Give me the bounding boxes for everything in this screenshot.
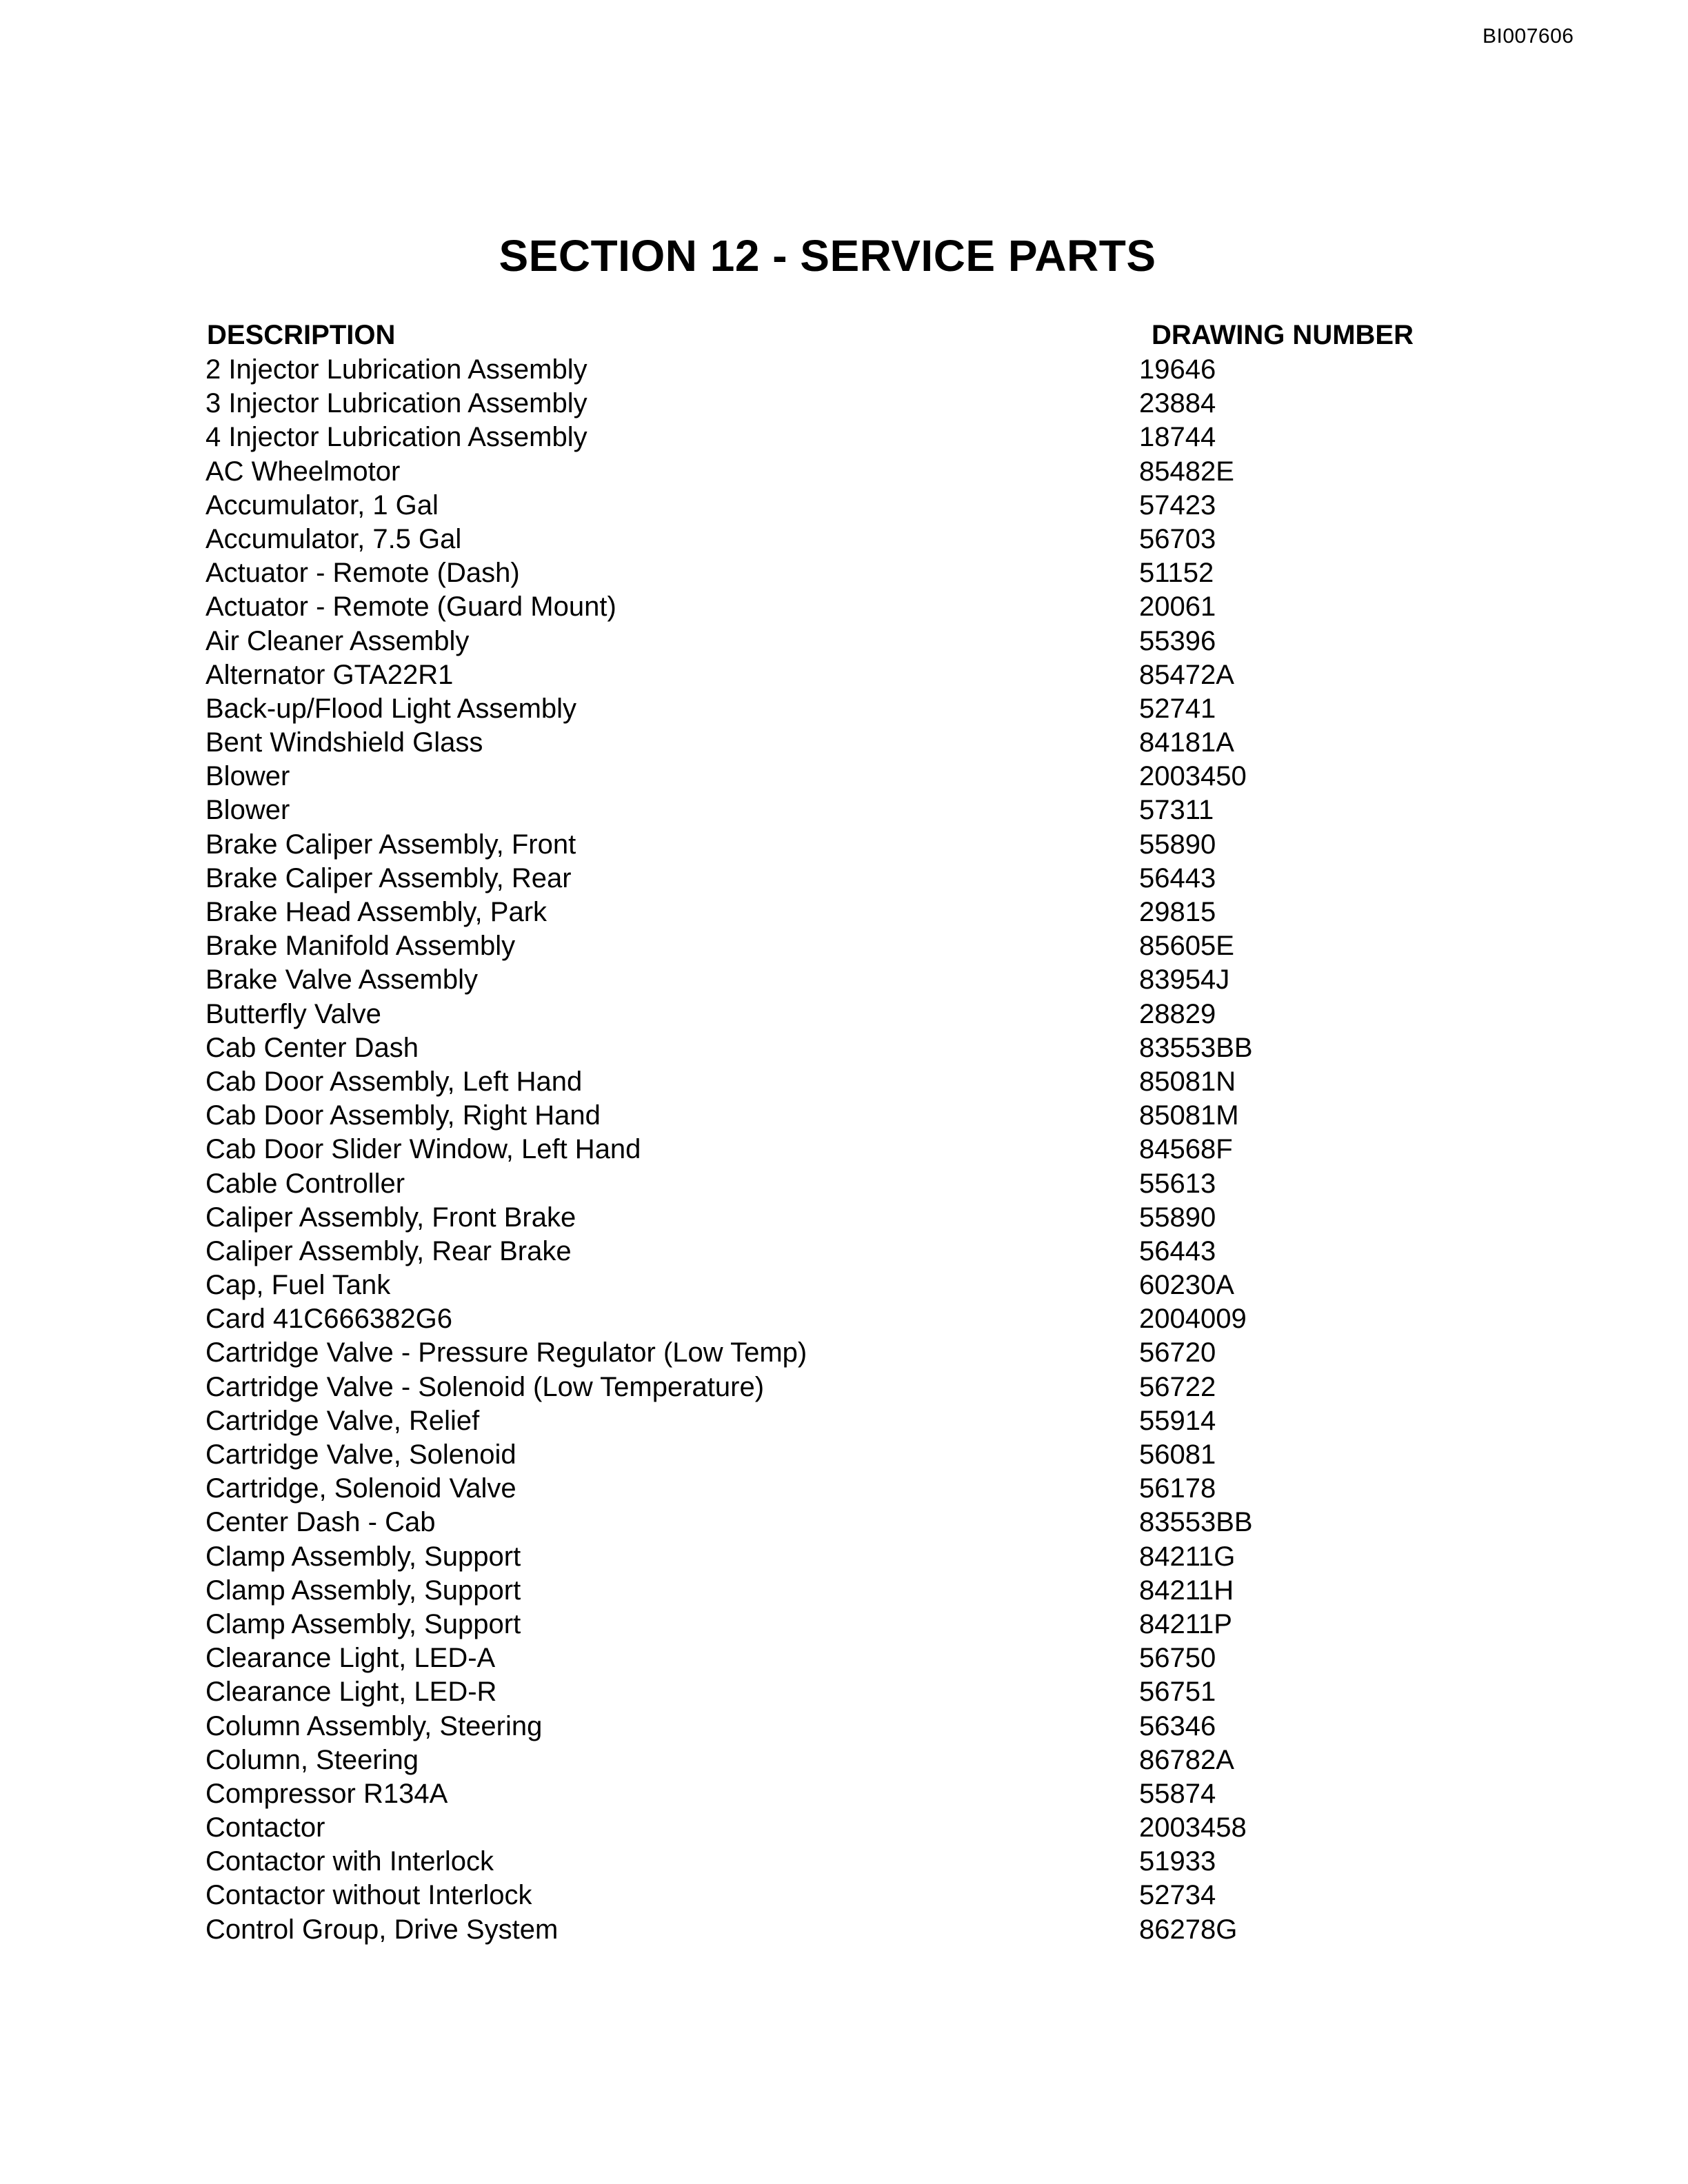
drawing-number: 85482E bbox=[1139, 456, 1234, 487]
table-row bbox=[0, 489, 1688, 523]
drawing-number: 84211P bbox=[1139, 1608, 1232, 1639]
part-description: Contactor bbox=[205, 1812, 325, 1843]
table-row bbox=[0, 1065, 1688, 1099]
part-description: Brake Caliper Assembly, Front bbox=[205, 829, 576, 860]
part-description: AC Wheelmotor bbox=[205, 456, 401, 487]
part-description: Accumulator, 1 Gal bbox=[205, 489, 439, 520]
drawing-number: 56722 bbox=[1139, 1371, 1216, 1402]
part-description: Card 41C666382G6 bbox=[205, 1304, 453, 1335]
part-description: Blower bbox=[205, 761, 290, 792]
table-row bbox=[0, 1336, 1688, 1370]
part-description: Column, Steering bbox=[205, 1744, 419, 1775]
part-description: Cartridge Valve - Solenoid (Low Temperature) bbox=[205, 1371, 765, 1402]
drawing-number: 52734 bbox=[1139, 1880, 1216, 1911]
document-id: BI007606 bbox=[1483, 25, 1574, 48]
table-row bbox=[0, 625, 1688, 658]
table-row bbox=[0, 1133, 1688, 1166]
drawing-number: 86278G bbox=[1139, 1914, 1238, 1945]
part-description: Accumulator, 7.5 Gal bbox=[205, 523, 462, 554]
drawing-number: 85081M bbox=[1139, 1100, 1239, 1131]
part-description: Actuator - Remote (Dash) bbox=[205, 558, 520, 589]
part-description: Cab Door Assembly, Left Hand bbox=[205, 1066, 583, 1097]
column-header-description: DESCRIPTION bbox=[207, 320, 396, 350]
drawing-number: 57311 bbox=[1139, 795, 1214, 826]
part-description: Cab Center Dash bbox=[205, 1032, 419, 1063]
table-row bbox=[0, 1879, 1688, 1912]
part-description: Cartridge Valve, Solenoid bbox=[205, 1439, 516, 1470]
drawing-number: 51152 bbox=[1139, 558, 1214, 589]
part-description: Clamp Assembly, Support bbox=[205, 1608, 521, 1639]
part-description: Alternator GTA22R1 bbox=[205, 659, 454, 690]
page-title: SECTION 12 - SERVICE PARTS bbox=[499, 231, 1156, 281]
part-description: Brake Head Assembly, Park bbox=[205, 897, 547, 927]
column-header-drawing-number: DRAWING NUMBER bbox=[1152, 320, 1414, 350]
part-description: Cap, Fuel Tank bbox=[205, 1270, 391, 1301]
part-description: Clamp Assembly, Support bbox=[205, 1541, 521, 1572]
part-description: Brake Caliper Assembly, Rear bbox=[205, 862, 572, 893]
drawing-number: 56443 bbox=[1139, 1235, 1216, 1266]
drawing-number: 55890 bbox=[1139, 1202, 1216, 1233]
drawing-number: 60230A bbox=[1139, 1270, 1234, 1301]
drawing-number: 55914 bbox=[1139, 1405, 1216, 1436]
parts-list bbox=[0, 353, 1688, 1947]
table-row bbox=[0, 556, 1688, 590]
drawing-number: 56443 bbox=[1139, 862, 1216, 893]
drawing-number: 56751 bbox=[1139, 1677, 1216, 1708]
table-row bbox=[0, 1675, 1688, 1709]
drawing-number: 56720 bbox=[1139, 1337, 1216, 1368]
part-description: Center Dash - Cab bbox=[205, 1507, 436, 1538]
drawing-number: 56178 bbox=[1139, 1473, 1216, 1504]
drawing-number: 20061 bbox=[1139, 592, 1216, 623]
table-row bbox=[0, 726, 1688, 760]
table-row bbox=[0, 1777, 1688, 1811]
drawing-number: 55396 bbox=[1139, 625, 1216, 656]
table-row bbox=[0, 1099, 1688, 1133]
drawing-number: 55613 bbox=[1139, 1168, 1216, 1199]
table-row bbox=[0, 1743, 1688, 1777]
table-row bbox=[0, 658, 1688, 692]
drawing-number: 83553BB bbox=[1139, 1507, 1253, 1538]
part-description: Cartridge, Solenoid Valve bbox=[205, 1473, 516, 1504]
table-row bbox=[0, 929, 1688, 963]
part-description: Air Cleaner Assembly bbox=[205, 625, 470, 656]
drawing-number: 84211G bbox=[1139, 1541, 1236, 1572]
table-row bbox=[0, 1438, 1688, 1472]
table-row bbox=[0, 828, 1688, 862]
drawing-number: 85605E bbox=[1139, 931, 1234, 962]
table-row bbox=[0, 1574, 1688, 1608]
drawing-number: 84211H bbox=[1139, 1575, 1234, 1606]
drawing-number: 2004009 bbox=[1139, 1304, 1247, 1335]
part-description: Cartridge Valve - Pressure Regulator (Low Temp) bbox=[205, 1337, 807, 1368]
drawing-number: 2003458 bbox=[1139, 1812, 1247, 1843]
drawing-number: 23884 bbox=[1139, 388, 1216, 419]
part-description: Clearance Light, LED-R bbox=[205, 1677, 497, 1708]
table-row bbox=[0, 1540, 1688, 1574]
drawing-number: 83954J bbox=[1139, 964, 1230, 995]
table-row bbox=[0, 1268, 1688, 1302]
part-description: Blower bbox=[205, 795, 290, 826]
drawing-number: 2003450 bbox=[1139, 761, 1247, 792]
drawing-number: 51933 bbox=[1139, 1846, 1216, 1877]
part-description: Column Assembly, Steering bbox=[205, 1710, 543, 1741]
drawing-number: 84568F bbox=[1139, 1134, 1233, 1165]
table-row bbox=[0, 1506, 1688, 1539]
table-row bbox=[0, 1845, 1688, 1879]
part-description: Back-up/Flood Light Assembly bbox=[205, 693, 577, 724]
drawing-number: 85081N bbox=[1139, 1066, 1236, 1097]
part-description: Control Group, Drive System bbox=[205, 1914, 559, 1945]
part-description: Cable Controller bbox=[205, 1168, 405, 1199]
part-description: Compressor R134A bbox=[205, 1778, 448, 1809]
table-row bbox=[0, 1811, 1688, 1845]
part-description: Brake Manifold Assembly bbox=[205, 931, 516, 962]
part-description: Cartridge Valve, Relief bbox=[205, 1405, 480, 1436]
drawing-number: 28829 bbox=[1139, 998, 1216, 1029]
part-description: Butterfly Valve bbox=[205, 998, 381, 1029]
table-row bbox=[0, 1031, 1688, 1065]
table-row bbox=[0, 1167, 1688, 1201]
part-description: 4 Injector Lubrication Assembly bbox=[205, 422, 587, 453]
drawing-number: 86782A bbox=[1139, 1744, 1234, 1775]
table-row bbox=[0, 1472, 1688, 1506]
table-row bbox=[0, 1641, 1688, 1675]
part-description: Clearance Light, LED-A bbox=[205, 1643, 496, 1674]
part-description: Clamp Assembly, Support bbox=[205, 1575, 521, 1606]
table-row bbox=[0, 1710, 1688, 1743]
table-row bbox=[0, 1371, 1688, 1404]
part-description: Caliper Assembly, Rear Brake bbox=[205, 1235, 572, 1266]
drawing-number: 56703 bbox=[1139, 523, 1216, 554]
table-row bbox=[0, 1201, 1688, 1235]
table-row bbox=[0, 760, 1688, 793]
table-row bbox=[0, 1235, 1688, 1268]
drawing-number: 56750 bbox=[1139, 1643, 1216, 1674]
drawing-number: 52741 bbox=[1139, 693, 1216, 724]
part-description: Caliper Assembly, Front Brake bbox=[205, 1202, 576, 1233]
table-row bbox=[0, 421, 1688, 454]
table-row bbox=[0, 387, 1688, 421]
drawing-number: 55890 bbox=[1139, 829, 1216, 860]
table-row bbox=[0, 1608, 1688, 1641]
drawing-number: 83553BB bbox=[1139, 1032, 1253, 1063]
table-row bbox=[0, 896, 1688, 929]
table-row bbox=[0, 862, 1688, 896]
part-description: Contactor with Interlock bbox=[205, 1846, 494, 1877]
drawing-number: 57423 bbox=[1139, 489, 1216, 520]
table-row bbox=[0, 692, 1688, 726]
drawing-number: 19646 bbox=[1139, 354, 1216, 385]
drawing-number: 29815 bbox=[1139, 897, 1216, 927]
table-row bbox=[0, 963, 1688, 997]
part-description: Cab Door Slider Window, Left Hand bbox=[205, 1134, 641, 1165]
drawing-number: 85472A bbox=[1139, 659, 1234, 690]
drawing-number: 56346 bbox=[1139, 1710, 1216, 1741]
drawing-number: 56081 bbox=[1139, 1439, 1216, 1470]
table-row bbox=[0, 1404, 1688, 1438]
table-row bbox=[0, 455, 1688, 489]
drawing-number: 84181A bbox=[1139, 727, 1234, 758]
part-description: Contactor without Interlock bbox=[205, 1880, 532, 1911]
drawing-number: 55874 bbox=[1139, 1778, 1216, 1809]
table-row bbox=[0, 793, 1688, 827]
part-description: Cab Door Assembly, Right Hand bbox=[205, 1100, 601, 1131]
drawing-number: 18744 bbox=[1139, 422, 1216, 453]
part-description: Bent Windshield Glass bbox=[205, 727, 483, 758]
part-description: Brake Valve Assembly bbox=[205, 964, 478, 995]
part-description: 2 Injector Lubrication Assembly bbox=[205, 354, 587, 385]
table-row bbox=[0, 1913, 1688, 1947]
table-row bbox=[0, 353, 1688, 387]
part-description: 3 Injector Lubrication Assembly bbox=[205, 388, 587, 419]
table-row bbox=[0, 590, 1688, 624]
table-row bbox=[0, 523, 1688, 556]
table-row bbox=[0, 1302, 1688, 1336]
part-description: Actuator - Remote (Guard Mount) bbox=[205, 592, 616, 623]
table-row bbox=[0, 998, 1688, 1031]
